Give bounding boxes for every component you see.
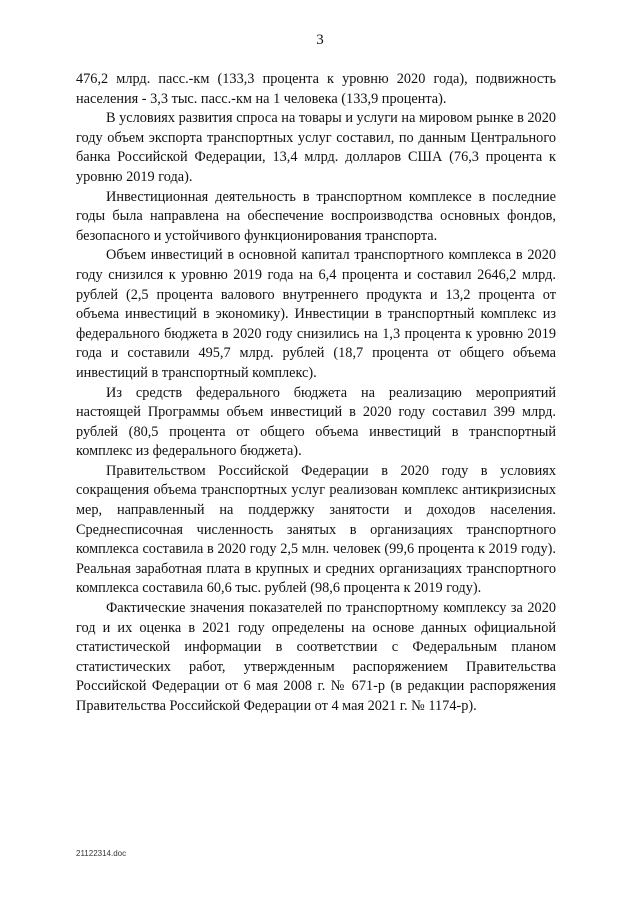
paragraph-federal-budget: Из средств федерального бюджета на реализацию мероприятий настоящей Программы объем инвестиций в 2020 году составил 399 млрд. рублей (80,5 процента от общего объема инвестиций в транспортный комплекс из федерального бюджета). [76,384,556,460]
paragraph-export: В условиях развития спроса на товары и услуги на мировом рынке в 2020 году объем экспорта транспортных услуг составил, по данным Центрального банка Российской Федерации, 13,4 млрд. долларов США (76,3 процента к уровню 2019 года). [76,110,556,185]
paragraph-investment-volume: Объем инвестиций в основной капитал транспортного комплекса в 2020 году снизился к уровню 2019 года на 6,4 процента и составил 2646,2 млрд. рублей (2,5 процента валового внутреннего продукта и 13,2 процента от объема инвестиций в экономику). Инвестиции в транспортный комплекс из федерального бюджета в 2020 году снизились на 1,3 процента к уровню 2019 года и составили 495,7 млрд. рублей (18,7 процента от общего объема инвестиций в транспортный комплекс). [76,247,556,381]
document-body [76,70,556,717]
paragraph-investment-activity: Инвестиционная деятельность в транспортном комплексе в последние годы была направлена на обеспечение воспроизводства основных фондов, безопасного и устойчивого функционирования транспорта. [76,188,556,244]
paragraph-indicator-values: Фактические значения показателей по транспортному комплексу за 2020 год и их оценка в 2021 году определены на основе данных официальной статистической информации в соответствии с Федеральным планом статистических работ, утвержденным распоряжением Правительства Российской Федерации от 6 мая 2008 г. № 671-р (в редакции распоряжения Правительства Российской Федерации от 4 мая 2021 г. № 1174-р). [76,600,556,714]
footer-file-code: 21122314.doc [76,849,127,858]
paragraph-continuation: 476,2 млрд. пасс.-км (133,3 процента к уровню 2020 года), подвижность населения - 3,3 тыс. пасс.-км на 1 человека (133,9 процента). [76,71,556,107]
paragraph-anticrisis-measures: Правительством Российской Федерации в 2020 году в условиях сокращения объема транспортных услуг реализован комплекс антикризисных мер, направленный на поддержку занятости и доходов населения. Среднесписочная численность занятых в организациях транспортного комплекса составила в 2020 году 2,5 млн. человек (99,6 процента к 2019 году). Реальная заработная плата в крупных и средних организациях транспортного комплекса составила 60,6 тыс. рублей (98,6 процента к 2019 году). [76,462,556,597]
page-number: 3 [316,32,324,48]
